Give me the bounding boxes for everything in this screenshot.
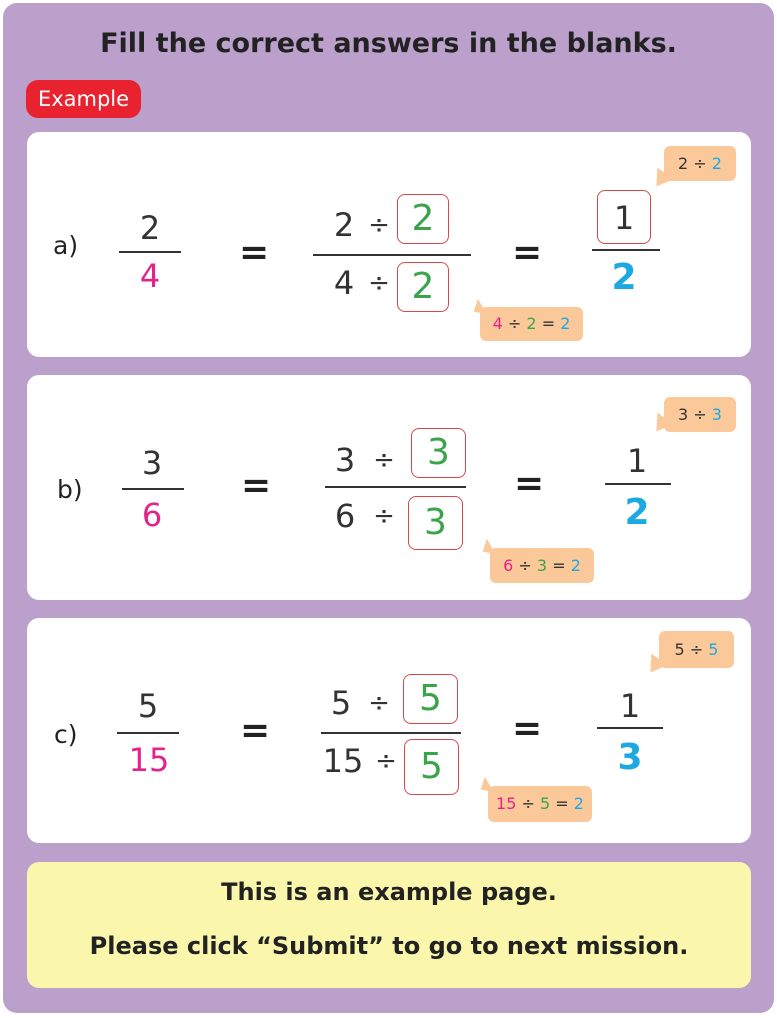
divisor-answer-box-top[interactable]: 3 (411, 428, 466, 478)
equals-sign: = (512, 708, 543, 749)
result-fraction-bar (605, 483, 671, 485)
work-fraction-bar (325, 486, 466, 488)
result-fraction-bar (597, 727, 663, 729)
example-badge: Example (26, 80, 141, 118)
hint-bubble-bottom: 4 ÷ 2 = 2 (480, 307, 583, 341)
divide-sign: ÷ (368, 210, 390, 240)
divide-sign: ÷ (375, 746, 397, 776)
fraction-denominator: 4 (139, 257, 161, 295)
hint-bubble-bottom: 6 ÷ 3 = 2 (490, 548, 594, 583)
problem-label: a) (53, 231, 79, 260)
result-numerator: 1 (619, 687, 641, 725)
work-denominator: 6 (334, 497, 356, 535)
fraction-bar (122, 488, 184, 490)
divisor-answer-box-top[interactable]: 2 (397, 194, 449, 244)
divide-sign: ÷ (373, 501, 395, 531)
problem-label: b) (57, 475, 83, 504)
equals-sign: = (241, 465, 272, 506)
page-title: Fill the correct answers in the blanks. (100, 28, 677, 59)
equals-sign: = (512, 232, 543, 273)
result-numerator: 1 (626, 442, 648, 480)
work-numerator: 3 (334, 441, 356, 479)
fraction-bar (117, 732, 179, 734)
equals-sign: = (239, 232, 270, 273)
work-numerator: 5 (330, 684, 352, 722)
hint-bubble-top: 3 ÷ 3 (664, 397, 736, 432)
instruction-note (27, 862, 751, 988)
work-denominator: 15 (322, 742, 364, 780)
result-denominator: 2 (611, 257, 637, 298)
equals-sign: = (514, 463, 545, 504)
work-fraction-bar (321, 732, 461, 734)
result-numerator: 1 (613, 199, 635, 237)
fraction-denominator: 15 (128, 741, 170, 779)
result-denominator: 3 (617, 737, 643, 778)
divisor-answer-box-top[interactable]: 5 (403, 674, 458, 724)
result-fraction-bar (592, 249, 660, 251)
note-line-2: Please click “Submit” to go to next mission. (89, 932, 689, 960)
divisor-answer-box-bottom[interactable]: 5 (404, 739, 459, 795)
hint-bubble-top: 5 ÷ 5 (659, 631, 734, 668)
work-denominator: 4 (333, 264, 355, 302)
fraction-denominator: 6 (141, 496, 163, 534)
work-fraction-bar (313, 254, 471, 256)
fraction-numerator: 2 (139, 209, 161, 247)
note-line-1: This is an example page. (221, 878, 557, 906)
fraction-bar (119, 251, 181, 253)
problem-card-c (27, 618, 751, 843)
fraction-numerator: 3 (141, 444, 163, 482)
divisor-answer-box-bottom[interactable]: 2 (397, 262, 449, 312)
hint-bubble-bottom: 15 ÷ 5 = 2 (488, 786, 592, 822)
problem-label: c) (54, 720, 78, 749)
work-numerator: 2 (333, 206, 355, 244)
result-denominator: 2 (624, 492, 650, 533)
divide-sign: ÷ (368, 268, 390, 298)
fraction-numerator: 5 (137, 687, 159, 725)
hint-bubble-top: 2 ÷ 2 (664, 146, 736, 181)
equals-sign: = (240, 710, 271, 751)
divide-sign: ÷ (373, 445, 395, 475)
divisor-answer-box-bottom[interactable]: 3 (408, 496, 463, 550)
problem-card-b (27, 375, 751, 600)
divide-sign: ÷ (368, 688, 390, 718)
problem-card-a (27, 132, 751, 357)
